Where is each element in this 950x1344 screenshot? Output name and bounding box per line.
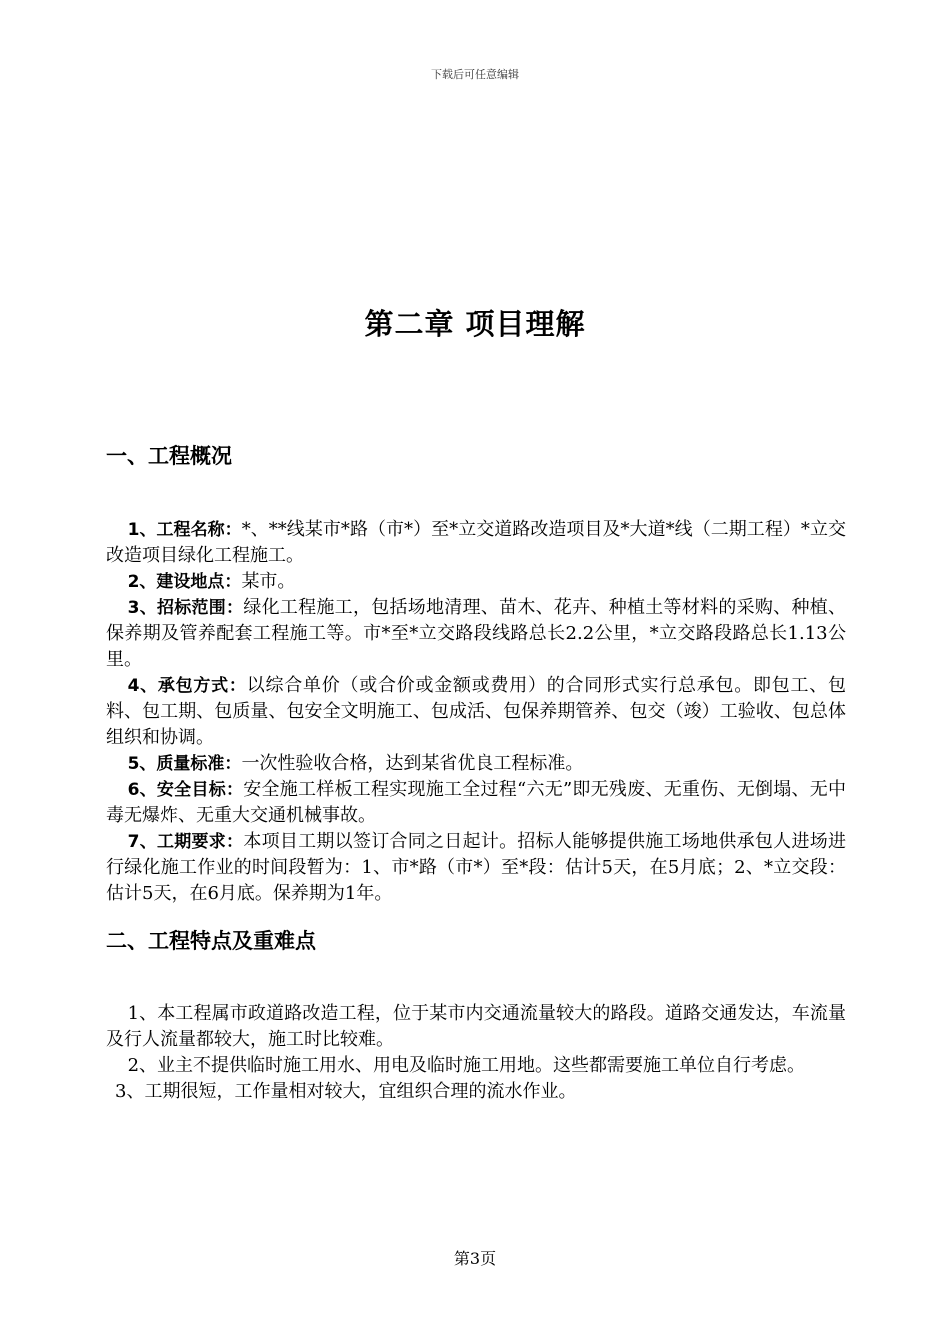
overview-item-safety bbox=[106, 777, 846, 829]
item-label: 4、承包方式： bbox=[127, 676, 247, 696]
chapter-title: 第二章 项目理解 bbox=[364, 307, 586, 341]
difficulty-item: 3、工期很短，工作量相对较大，宜组织合理的流水作业。 bbox=[115, 1081, 577, 1102]
item-label: 5、质量标准： bbox=[127, 754, 242, 774]
item-label: 1、工程名称： bbox=[127, 520, 242, 540]
item-text: 以综合单价（或合价或金额或费用）的合同形式实行总承包。即包工、包料、包工期、包质量、包安全文明施工、包成活、包保养期管养、包交（竣）工验收、包总体组织和协调。 bbox=[106, 675, 846, 748]
item-text: 某市。 bbox=[241, 571, 296, 592]
overview-list bbox=[106, 517, 846, 907]
item-label: 7、工期要求： bbox=[127, 832, 244, 852]
section-heading-difficulties: 二、工程特点及重难点 bbox=[106, 929, 316, 953]
item-text: 一次性验收合格，达到某省优良工程标准。 bbox=[241, 753, 584, 774]
overview-item-quality bbox=[106, 751, 846, 777]
overview-item-schedule bbox=[106, 829, 846, 907]
header-note: 下载后可任意编辑 bbox=[431, 68, 519, 81]
item-text: *、**线某市*路（市*）至*立交道路改造项目及*大道*线（二期工程）*立交改造项目绿化工程施工。 bbox=[106, 519, 846, 566]
page-number: 第3页 bbox=[453, 1249, 497, 1268]
item-label: 2、建设地点： bbox=[127, 572, 242, 592]
overview-item-contract bbox=[106, 673, 846, 751]
overview-item-scope bbox=[106, 595, 846, 673]
item-text: 绿化工程施工，包括场地清理、苗木、花卉、种植土等材料的采购、种植、保养期及管养配套工程施工等。市*至*立交路段线路总长2.2公里，*立交路段路总长1.13公里。 bbox=[106, 597, 846, 670]
section-heading-overview: 一、工程概况 bbox=[106, 444, 232, 468]
difficulty-item: 1、本工程属市政道路改造工程，位于某市内交通流量较大的路段。道路交通发达，车流量及行人流量都较大，施工时比较难。 bbox=[106, 1003, 846, 1050]
item-text: 安全施工样板工程实现施工全过程“六无”即无残废、无重伤、无倒塌、无中毒无爆炸、无重大交通机械事故。 bbox=[106, 779, 846, 826]
item-label: 6、安全目标： bbox=[127, 780, 244, 800]
item-text: 本项目工期以签订合同之日起计。招标人能够提供施工场地供承包人进场进行绿化施工作业的时间段暂为：1、市*路（市*）至*段：估计5天，在5月底；2、*立交段：估计5天，在6月底。保养期为1年。 bbox=[106, 831, 846, 904]
difficulties-list bbox=[106, 1001, 846, 1105]
overview-item-location bbox=[106, 569, 846, 595]
overview-item-name bbox=[106, 517, 846, 569]
item-label: 3、招标范围： bbox=[127, 598, 244, 618]
difficulty-item: 2、业主不提供临时施工用水、用电及临时施工用地。这些都需要施工单位自行考虑。 bbox=[127, 1055, 806, 1076]
